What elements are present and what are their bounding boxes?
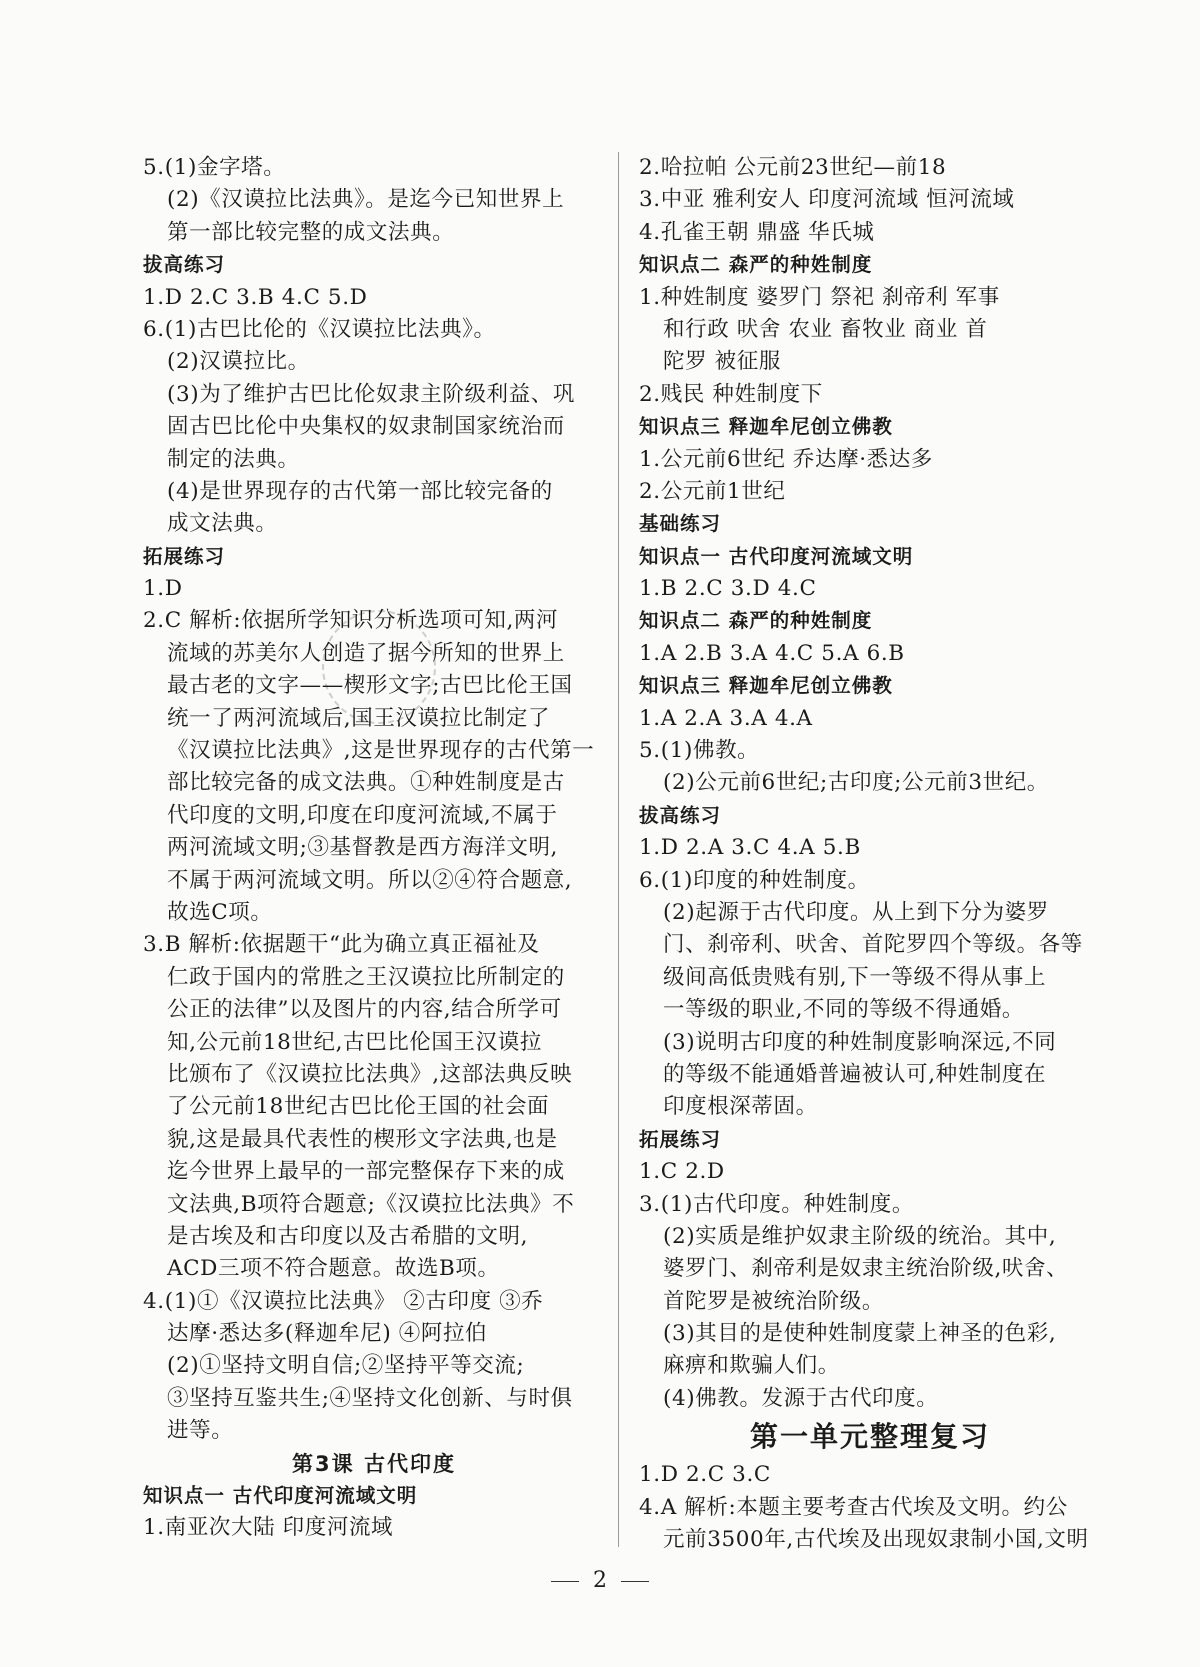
- section-heading: 知识点三 释迦牟尼创立佛教: [639, 415, 893, 439]
- section-heading: 知识点二 森严的种姓制度: [639, 253, 873, 277]
- text-line: 固古巴比伦中央集权的奴隶制国家统治而: [167, 414, 565, 440]
- text-line: 6.(1)印度的种姓制度。: [639, 867, 870, 893]
- text-line: 4.(1)①《汉谟拉比法典》 ②古印度 ③乔: [143, 1288, 544, 1314]
- text-line: 比颁布了《汉谟拉比法典》,这部法典反映: [167, 1061, 573, 1087]
- section-heading: 知识点二 森严的种姓制度: [639, 609, 873, 633]
- text-line: 5.(1)佛教。: [639, 738, 760, 764]
- column-divider: [618, 152, 619, 1547]
- text-line: 《汉谟拉比法典》,这是世界现存的古代第一: [167, 738, 595, 764]
- section-heading: 知识点三 释迦牟尼创立佛教: [639, 674, 893, 698]
- text-line: 3.中亚 雅利安人 印度河流域 恒河流域: [639, 187, 1015, 213]
- section-heading: 知识点一 古代印度河流域文明: [143, 1484, 418, 1508]
- section-heading: 拓展练习: [639, 1127, 722, 1151]
- text-line: 3.B 解析:依据题干“此为确立真正福祉及: [143, 932, 540, 958]
- text-line: 3.(1)古代印度。种姓制度。: [639, 1191, 914, 1217]
- text-line: 和行政 吠舍 农业 畜牧业 商业 首: [663, 316, 988, 342]
- text-line: 2.C 解析:依据所学知识分析选项可知,两河: [143, 608, 559, 634]
- text-line: 4.孔雀王朝 鼎盛 华氏城: [639, 219, 875, 245]
- section-heading: 拔高练习: [143, 253, 226, 277]
- text-line: 印度根深蒂固。: [663, 1094, 818, 1120]
- text-line: 迄今世界上最早的一部完整保存下来的成: [167, 1159, 565, 1185]
- section-heading: 拓展练习: [143, 544, 226, 568]
- text-line: 5.(1)金字塔。: [143, 155, 286, 180]
- text-line: 制定的法典。: [167, 446, 300, 472]
- text-line: 故选C项。: [167, 899, 273, 925]
- text-line: 公正的法律”以及图片的内容,结合所学可: [167, 997, 562, 1023]
- text-line: 1.南亚次大陆 印度河流域: [143, 1515, 394, 1541]
- text-line: 首陀罗是被统治阶级。: [663, 1288, 885, 1314]
- text-line: 第一部比较完整的成文法典。: [167, 219, 455, 245]
- section-heading: 拔高练习: [639, 803, 722, 827]
- section-heading: 知识点一 古代印度河流域文明: [639, 544, 914, 568]
- text-line: 不属于两河流域文明。所以②④符合题意,: [167, 867, 573, 893]
- text-line: 统一了两河流域后,国王汉谟拉比制定了: [167, 705, 551, 731]
- text-line: (3)为了维护古巴比伦奴隶主阶级利益、巩: [167, 381, 575, 407]
- text-line: 了公元前18世纪古巴比伦王国的社会面: [167, 1094, 550, 1120]
- text-line: 流域的苏美尔人创造了据今所知的世界上: [167, 640, 565, 666]
- text-line: 1.D 2.A 3.C 4.A 5.B: [639, 835, 861, 861]
- text-line: 知,公元前18世纪,古巴比伦国王汉谟拉: [167, 1029, 542, 1055]
- text-line: 2.公元前1世纪: [639, 478, 786, 504]
- text-line: ③坚持互鉴共生;④坚持文化创新、与时俱: [167, 1385, 573, 1411]
- text-line: 元前3500年,古代埃及出现奴隶制小国,文明: [663, 1527, 1089, 1553]
- text-line: 达摩·悉达多(释迦牟尼) ④阿拉伯: [167, 1321, 488, 1347]
- text-line: 的等级不能通婚普遍被认可,种姓制度在: [663, 1061, 1047, 1087]
- text-line: 貌,这是最具代表性的楔形文字法典,也是: [167, 1126, 558, 1152]
- text-line: 1.A 2.A 3.A 4.A: [639, 705, 813, 731]
- section-heading: 基础练习: [639, 512, 722, 536]
- text-line: 是古埃及和古印度以及古希腊的文明,: [167, 1223, 529, 1249]
- text-line: 6.(1)古巴比伦的《汉谟拉比法典》。: [143, 316, 496, 342]
- text-line: 代印度的文明,印度在印度河流域,不属于: [167, 802, 558, 828]
- text-line: 1.种姓制度 婆罗门 祭祀 刹帝利 军事: [639, 284, 1000, 310]
- text-line: 麻痹和欺骗人们。: [663, 1353, 840, 1379]
- left-column: [143, 152, 605, 1545]
- text-line: 部比较完备的成文法典。①种姓制度是古: [167, 770, 565, 796]
- text-line: (3)说明古印度的种姓制度影响深远,不同: [663, 1029, 1057, 1055]
- text-line: 级间高低贵贱有别,下一等级不得从事上: [663, 964, 1047, 990]
- text-line: 成文法典。: [167, 511, 278, 537]
- text-line: (2)实质是维护奴隶主阶级的统治。其中,: [663, 1223, 1057, 1249]
- text-line: (4)是世界现存的古代第一部比较完备的: [167, 478, 553, 504]
- text-line: 陀罗 被征服: [663, 349, 781, 375]
- text-line: ACD三项不符合题意。故选B项。: [167, 1256, 500, 1282]
- text-line: 1.D 2.C 3.B 4.C 5.D: [143, 284, 368, 310]
- text-line: (2)公元前6世纪;古印度;公元前3世纪。: [663, 770, 1049, 796]
- text-line: 4.A 解析:本题主要考查古代埃及文明。约公: [639, 1494, 1068, 1520]
- text-line: (3)其目的是使种姓制度蒙上神圣的色彩,: [663, 1321, 1057, 1347]
- text-line: 进等。: [167, 1418, 234, 1444]
- text-line: (4)佛教。发源于古代印度。: [663, 1385, 939, 1411]
- text-line: 两河流域文明;③基督教是西方海洋文明,: [167, 835, 558, 861]
- text-line: 仁政于国内的常胜之王汉谟拉比所制定的: [167, 964, 565, 990]
- text-line: 文法典,B项符合题意;《汉谟拉比法典》不: [167, 1191, 575, 1217]
- page-number-value: 2: [593, 1568, 607, 1593]
- right-column: [639, 152, 1101, 1556]
- text-line: 2.贱民 种姓制度下: [639, 381, 823, 407]
- text-line: 1.B 2.C 3.D 4.C: [639, 576, 817, 602]
- lesson-title: 第3课 古代印度: [292, 1451, 456, 1476]
- text-line: (2)汉谟拉比。: [167, 349, 310, 375]
- unit-title: 第一单元整理复习: [749, 1420, 990, 1454]
- text-line: 1.公元前6世纪 乔达摩·悉达多: [639, 446, 933, 472]
- text-line: 婆罗门、刹帝利是奴隶主统治阶级,吠舍、: [663, 1256, 1069, 1282]
- text-line: 最古老的文字——楔形文字;古巴比伦王国: [167, 673, 573, 699]
- text-line: 2.哈拉帕 公元前23世纪—前18: [639, 155, 947, 180]
- text-line: (2)起源于古代印度。从上到下分为婆罗: [663, 899, 1049, 925]
- text-line: 一等级的职业,不同的等级不得通婚。: [663, 997, 1025, 1023]
- text-line: 1.A 2.B 3.A 4.C 5.A 6.B: [639, 640, 905, 666]
- page-number: [0, 1568, 1200, 1593]
- text-line: 1.C 2.D: [639, 1159, 725, 1185]
- text-line: 1.D 2.C 3.C: [639, 1462, 771, 1488]
- text-line: (2)①坚持文明自信;②坚持平等交流;: [167, 1353, 525, 1379]
- text-line: 门、刹帝利、吠舍、首陀罗四个等级。各等: [663, 932, 1083, 958]
- text-line: 1.D: [143, 576, 183, 602]
- text-line: (2)《汉谟拉比法典》。是迄今已知世界上: [167, 187, 565, 213]
